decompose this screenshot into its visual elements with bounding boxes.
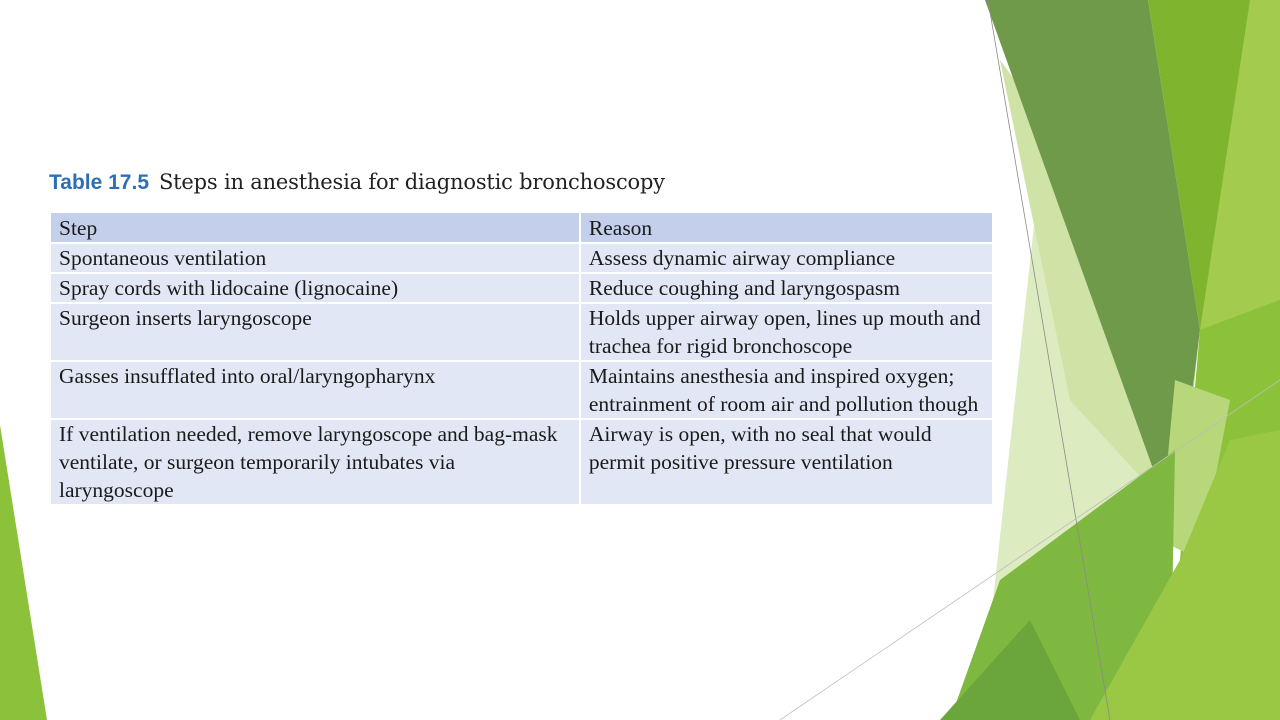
step-cell: Gasses insufflated into oral/laryngopharynx [50, 361, 580, 419]
reason-cell: Maintains anesthesia and inspired oxygen; entrainment of room air and pollution though [580, 361, 993, 419]
table-caption [49, 170, 665, 195]
left-green-sliver [0, 425, 47, 720]
table-row [50, 361, 993, 419]
step-cell: Spray cords with lidocaine (lignocaine) [50, 273, 580, 303]
reason-cell: Reduce coughing and laryngospasm [580, 273, 993, 303]
table-header-row [50, 212, 993, 243]
step-cell: Spontaneous ventilation [50, 243, 580, 273]
table-row [50, 419, 993, 505]
step-cell: If ventilation needed, remove laryngoscope and bag-mask ventilate, or surgeon temporarily intubates via laryngoscope [50, 419, 580, 505]
reason-cell: Assess dynamic airway compliance [580, 243, 993, 273]
reason-cell: Airway is open, with no seal that would permit positive pressure ventilation [580, 419, 993, 505]
table-row [50, 273, 993, 303]
table-row [50, 243, 993, 273]
reason-cell: Holds upper airway open, lines up mouth and trachea for rigid bronchoscope [580, 303, 993, 361]
column-header-reason: Reason [580, 212, 993, 243]
table-title: Steps in anesthesia for diagnostic bronchoscopy [159, 170, 665, 194]
anesthesia-steps-table [49, 211, 994, 506]
column-header-step: Step [50, 212, 580, 243]
step-cell: Surgeon inserts laryngoscope [50, 303, 580, 361]
table-number: Table 17.5 [49, 171, 149, 194]
table-row [50, 303, 993, 361]
